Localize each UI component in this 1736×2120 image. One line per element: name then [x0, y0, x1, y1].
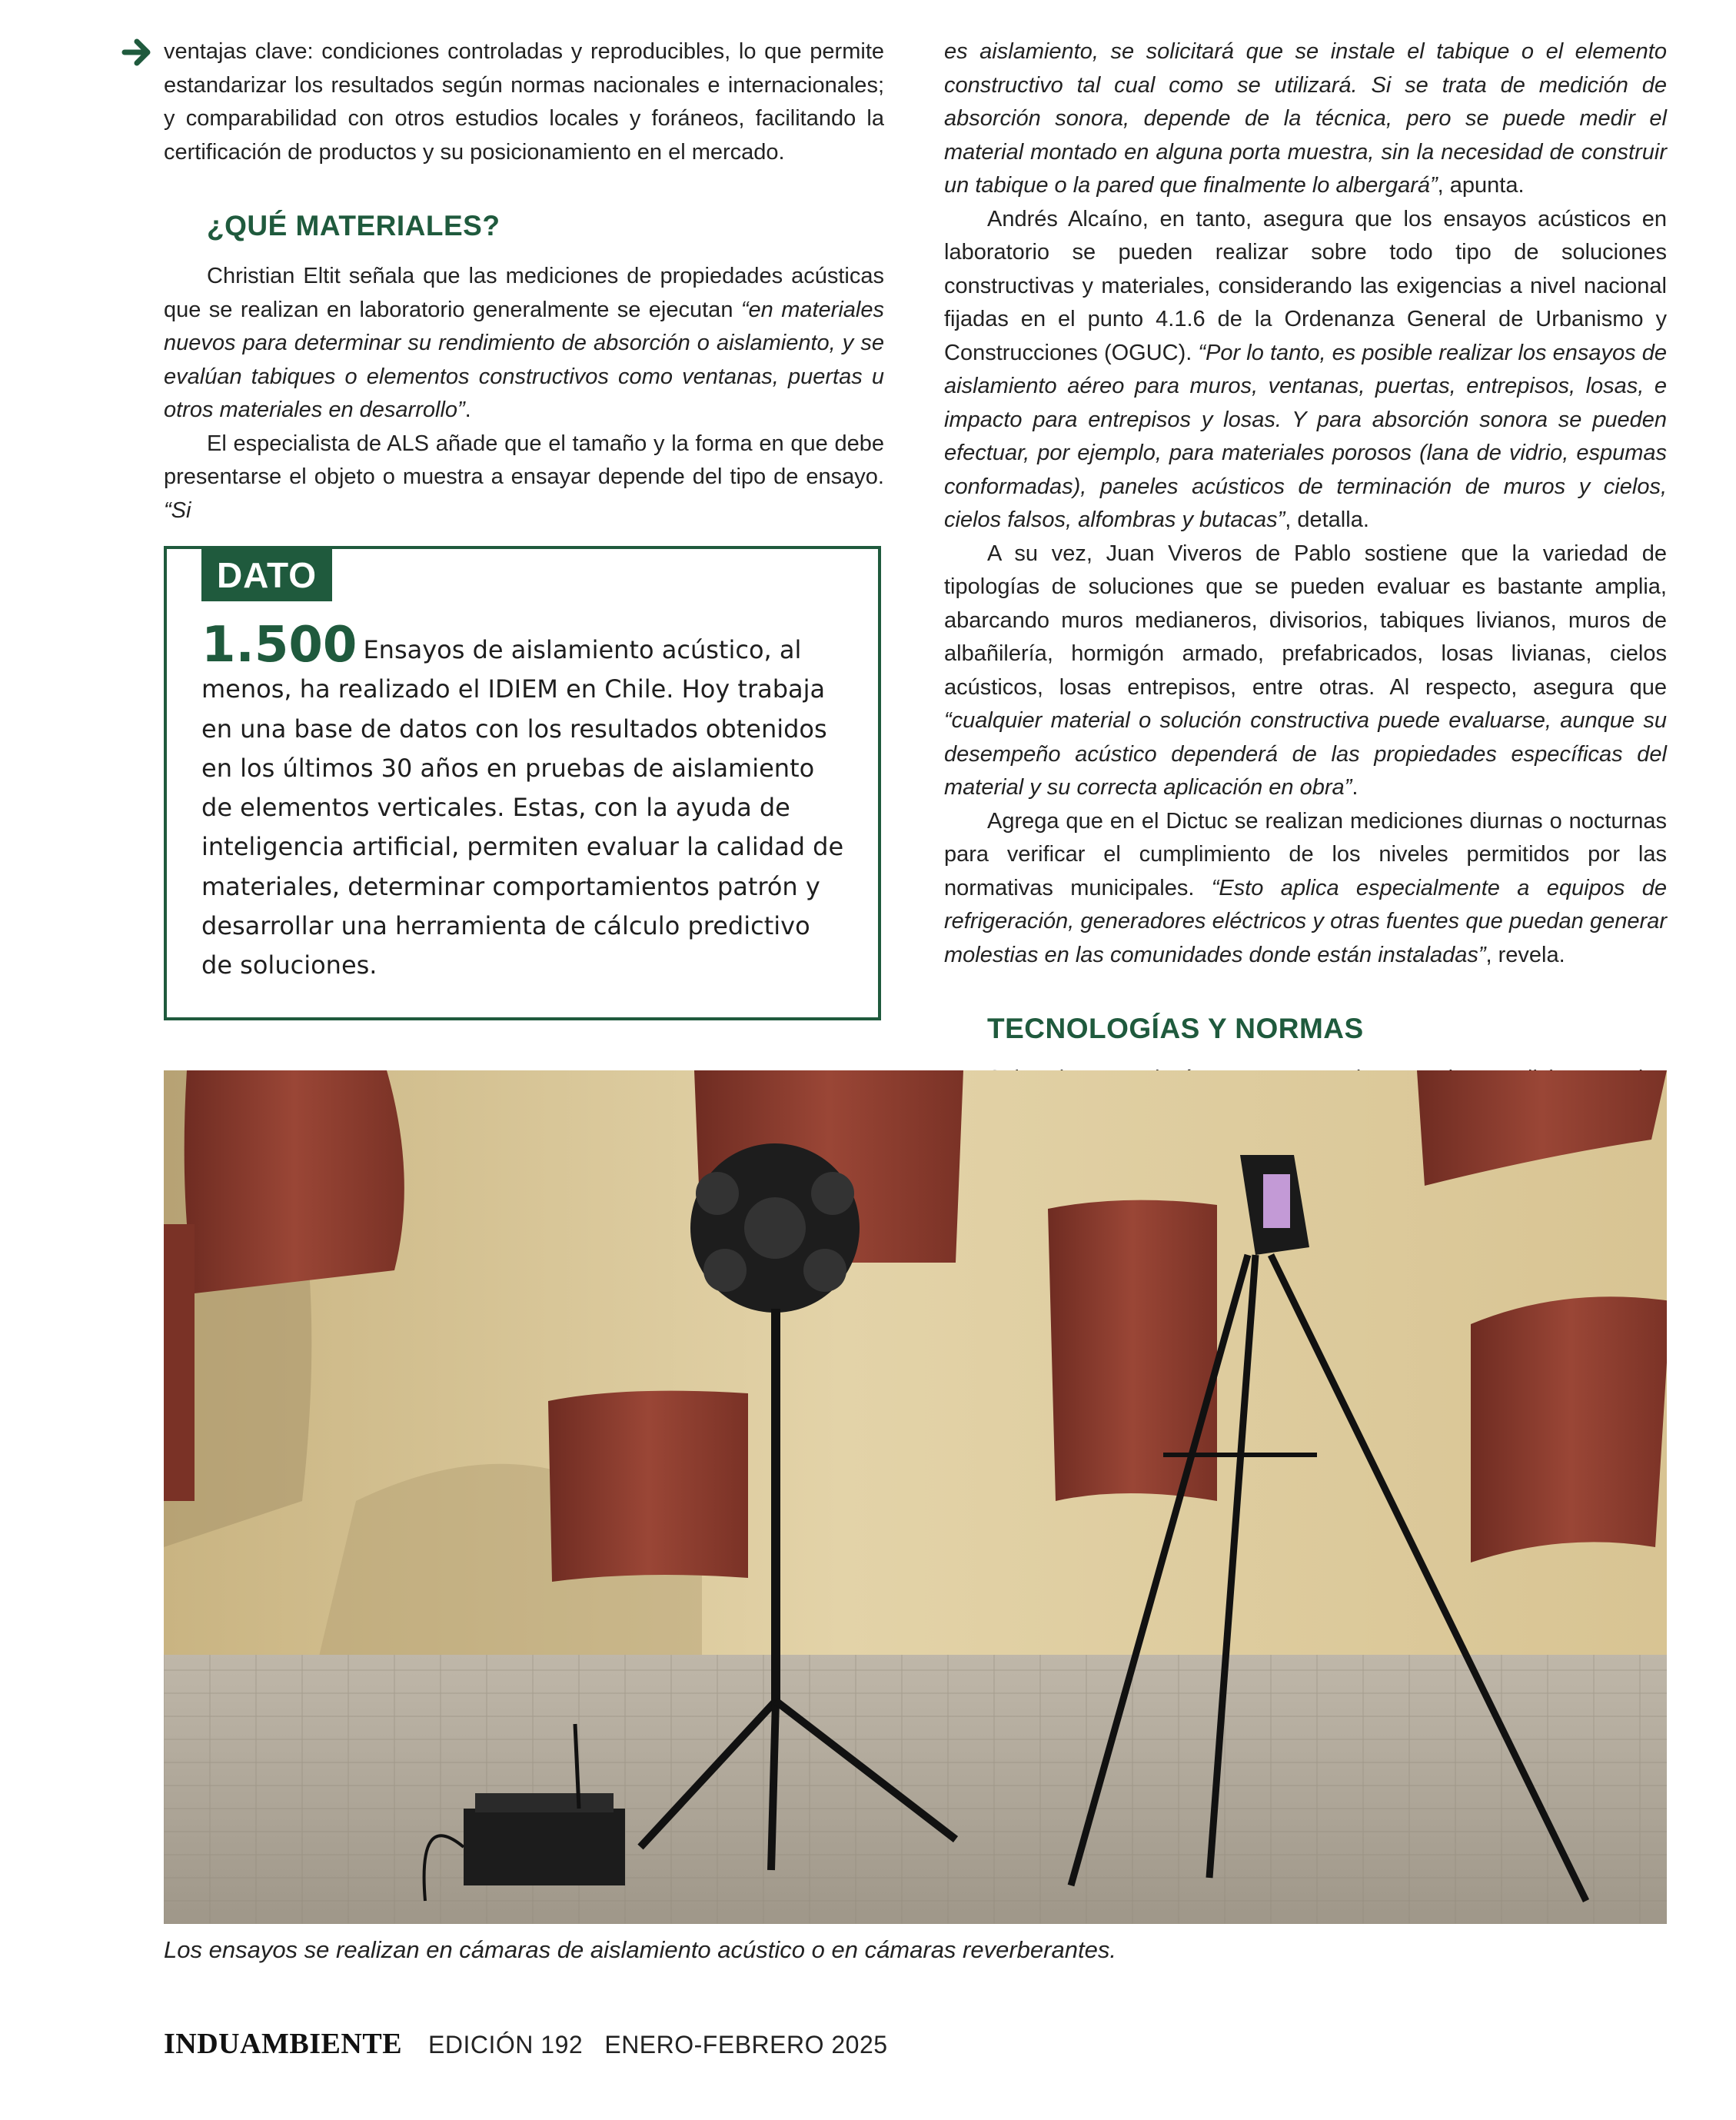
publication-logo: INDUAMBIENTE	[164, 2028, 403, 2060]
dato-body: Ensayos de aislamiento acústico, al menos, ha realizado el IDIEM en Chile. Hoy trabaja en una base de datos con los resultados obtenidos en los últimos 30 años en pruebas de aislamiento de elementos verticales. Estas, con la ayuda de inteligencia artificial, permiten evaluar la calidad de materiales, determinar comportamientos patrón y desarrollar una herramienta de cálculo predictivo de soluciones.	[201, 635, 844, 980]
dato-label: DATO	[201, 549, 332, 601]
right-paragraph-4: Agrega que en el Dictuc se realizan mediciones diurnas o nocturnas para verificar el cumplimiento de los niveles permitidos por las normativas municipales. “Esto aplica especialmente a equipos de refrigeración, generadores eléctricos y otras fuentes que puedan generar molestias en las comunidades donde están instaladas”, revela.	[944, 808, 1667, 967]
section-heading-tecnologias: TECNOLOGÍAS Y NORMAS	[987, 1013, 1364, 1044]
page-footer	[164, 2027, 888, 2065]
left-paragraph-1: ventajas clave: condiciones controladas y reproducibles, lo que permite estandarizar los resultados según normas nacionales e internacionales; y comparabilidad con otros estudios locales y foráneos, facilitando la certificación de productos y su posicionamiento en el mercado.	[164, 39, 884, 165]
right-paragraph-3: A su vez, Juan Viveros de Pablo sostiene que la variedad de tipologías de soluciones que se pueden evaluar es bastante amplia, abarcando muros medianeros, divisorios, tabiques livianos, muros de albañilería, hormigón armado, prefabricados, losas livianas, cielos acústicos, losas entrepisos, entre otras. Al respecto, asegura que “cualquier material o solución constructiva puede evaluarse, aunque su desempeño acústico dependerá de las propiedades específicas del material y su correcta aplicación en obra”.	[944, 541, 1667, 800]
section-heading-materiales: ¿QUÉ MATERIALES?	[207, 210, 501, 241]
left-column	[164, 35, 884, 528]
right-paragraph-2: Andrés Alcaíno, en tanto, asegura que los ensayos acústicos en laboratorio se pueden realizar sobre todo tipo de soluciones constructivas y materiales, considerando las exigencias a nivel nacional fijadas en el punto 4.1.6 de la Ordenanza General de Urbanismo y Construcciones (OGUC). “Por lo tanto, es posible realizar los ensayos de aislamiento aéreo para muros, ventanas, puertas, entrepisos, losas, e impacto para entrepisos y losas. Y para absorción sonora se pueden efectuar, por ejemplo, para materiales porosos (lana de vidrio, espumas conformadas), paneles acústicos de terminación de muros y cielos, cielos falsos, alfombras y butacas”, detalla.	[944, 206, 1667, 532]
dato-text	[201, 617, 847, 986]
right-column	[944, 35, 1667, 1130]
right-paragraph-1: es aislamiento, se solicitará que se instale el tabique o el elemento constructivo tal cual como se utilizará. Si se trata de medición de absorción sonora, depende de la técnica, pero se puede medir el material montado en alguna porta muestra, sin la necesidad de construir un tabique o la pared que finalmente lo albergará”, apunta.	[944, 39, 1667, 198]
photo-caption: Los ensayos se realizan en cámaras de aislamiento acústico o en cámaras reverberantes.	[164, 1936, 1116, 1963]
dato-callout-box	[164, 546, 881, 1020]
photo-acoustic-chamber	[164, 1070, 1667, 1924]
dato-number: 1.500	[201, 617, 358, 674]
edition-info: EDICIÓN 192 ENERO-FEBRERO 2025	[428, 2031, 888, 2058]
arrow-right-icon	[120, 37, 154, 68]
left-paragraph-3: El especialista de ALS añade que el tamaño y la forma en que debe presentarse el objeto o muestra a ensayar depende del tipo de ensayo. “Si	[164, 431, 884, 523]
left-paragraph-2: Christian Eltit señala que las mediciones de propiedades acústicas que se realizan en laboratorio generalmente se ejecutan “en materiales nuevos para determinar su rendimiento de absorción o aislamiento, y se evalúan tabiques o elementos constructivos como ventanas, puertas u otros materiales en desarrollo”.	[164, 264, 884, 422]
